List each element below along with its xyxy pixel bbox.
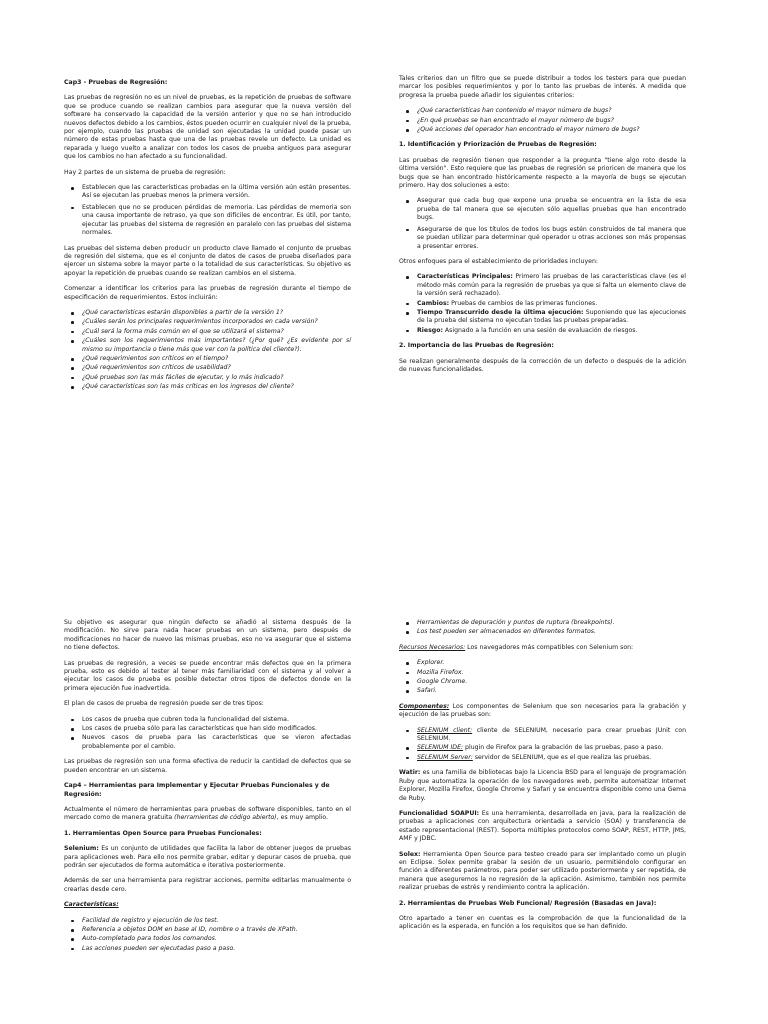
text-run: Los navegadores más compatibles con Selenium son:: [465, 643, 634, 651]
bullet-list: [64, 716, 351, 752]
text-run: Actualmente el número de herramientas para pruebas de software disponibles, tanto en el mercado como de manera gratuita: [64, 805, 351, 822]
list-item: Establecen que las características probadas en la última versión aún están presentes. Así se ejecutan las pruebas menos la primera versión.: [82, 184, 351, 200]
section-heading: 2. Herramientas de Pruebas Web Funcional/ Regresión (Basadas en Java):: [399, 899, 657, 907]
term-label: Selenium:: [64, 845, 99, 853]
term-label: Componentes:: [399, 702, 450, 710]
section-heading: 1. Herramientas Open Source para Pruebas Funcionales:: [64, 829, 262, 837]
list-item: Nuevos casos de prueba para las características que se vieron afectadas probablemente por el cambio.: [82, 734, 351, 750]
term-label: Watir:: [399, 769, 421, 777]
paragraph: [399, 810, 686, 844]
paragraph: [64, 806, 351, 823]
list-item: Las acciones pueden ser ejecutadas paso a paso.: [82, 945, 351, 953]
item-label: SELENIUM IDE:: [417, 744, 464, 752]
term-label: Funcionalidad SOAPUI:: [399, 809, 480, 817]
paragraph: Su objetivo es asegurar que ningún defecto se añadió al sistema después de la modificación. No sirve para nada hacer pruebas en un sistema, pero después de modificaciones no hacer de nuevo las mismas pruebas, eso no va asegurar que el sistema no tiene defectos.: [64, 619, 351, 652]
item-text: Suponiendo que las ejecuciones de la prueba del sistema no ejecutan todas las pruebas preparadas.: [417, 308, 687, 325]
list-item: ¿Qué características son las más críticas en los ingresos del cliente?: [82, 383, 351, 391]
text-run: Herramienta Open Source para testeo creado para ser implantado como un plugin en Eclipse. Solex permite grabar la sesión de un usuario, permitiéndolo configurar en función a diferentes parámetros, para poder ser utilizado posteriormente y ser repetida, de manera que aseguremos la no regresión de la aplicación. Asimismo, también nos permite realizar pruebas de estrés y rendimiento contra la aplicación.: [399, 850, 686, 892]
paragraph: Además de ser una herramienta para registrar acciones, permite editarlas manualmente o crearlas desde cero.: [64, 877, 351, 893]
list-item: ¿Cuál será la forma más común en el que se utilizará el sistema?: [82, 328, 351, 336]
list-item: ¿Qué requerimientos son críticos en el tiempo?: [82, 355, 351, 363]
browsers-list: [399, 659, 686, 696]
item-label: Tiempo Transcurrido desde la última ejecución:: [417, 308, 584, 316]
list-item: ¿Cuáles serán los principales requerimientos incorporados en cada versión?: [82, 318, 351, 326]
list-item: Asegurar que cada bug que expone una prueba se encuentra en la lista de esa prueba de tal manera que se ejecuten sólo aquellas pruebas que han encontrado bugs.: [417, 197, 686, 222]
components-list: [399, 727, 686, 763]
list-item: Referencia a objetos DOM en base al ID, nombre o a través de XPath.: [82, 926, 351, 934]
item-text: servidor de SELENIUM, que es el que realiza las pruebas.: [472, 753, 652, 761]
list-item: [417, 327, 686, 335]
text-run-italic: (herramientas de código abierto): [174, 814, 277, 822]
list-item: ¿En qué pruebas se han encontrado el mayor número de bugs?: [417, 117, 686, 125]
item-label: SELENIUM client:: [417, 726, 473, 734]
section-heading: 1. Identificación y Priorización de Pruebas de Regresión:: [399, 141, 597, 149]
item-text: Asignado a la función en una sesión de evaluación de riesgos.: [442, 326, 638, 334]
section-heading: 2. Importancia de las Pruebas de Regresión:: [399, 342, 554, 350]
list-item: ¿Qué características han contenido el mayor número de bugs?: [417, 107, 686, 115]
list-item: Herramientas de depuración y puntos de ruptura (breakpoints).: [417, 619, 686, 627]
item-label: Características Principales:: [417, 273, 513, 281]
item-label: Cambios:: [417, 299, 450, 307]
paragraph: Las pruebas de regresión son una forma efectiva de reducir la cantidad de defectos que se pueden encontrar en un sistema.: [64, 758, 351, 774]
item-text: Pruebas de cambios de las primeras funciones.: [449, 299, 598, 307]
chapter-3-title: Cap3 - Pruebas de Regresión:: [64, 79, 168, 86]
list-item: Auto-completado para todos los comandos.: [82, 935, 351, 943]
list-item: ¿Qué requerimientos son críticos de usabilidad?: [82, 364, 351, 372]
paragraph: [399, 851, 686, 893]
list-item: Explorer.: [417, 659, 686, 667]
top-left-column: [64, 79, 351, 399]
list-item: Asegurarse de que los títulos de todos los bugs estén construidos de tal manera que se puedan utilizar para determinar qué operador u otras acciones son más propensas a presentar errores.: [417, 225, 686, 250]
item-label: Riesgo:: [417, 326, 443, 334]
bottom-left-column: [64, 619, 351, 960]
list-item: ¿Qué pruebas son las más fáciles de ejecutar, y lo más indicado?: [82, 374, 351, 382]
item-text: Primero las pruebas de las características clave (es el método más común para la regresión de pruebas ya que si falta un elemento clave de la versión será rechazado).: [417, 273, 686, 298]
bullet-list: [399, 197, 686, 250]
item-text: cliente de SELENIUM, necesario para crear pruebas JUnit con SELENIUM.: [417, 726, 686, 743]
paragraph: Se realizan generalmente después de la corrección de un defecto o después de la adición de nuevas funcionalidades.: [399, 357, 686, 373]
paragraph: Comenzar a identificar los criterios para las pruebas de regresión durante el tiempo de especificación de requerimientos. Estos incluirán:: [64, 285, 351, 301]
top-right-column: [399, 75, 686, 381]
paragraph: [399, 703, 686, 720]
paragraph: Las pruebas del sistema deben producir un producto clave llamado el conjunto de pruebas de regresión del sistema, que es el conjunto de datos de casos de prueba diseñados para ejercer un sistema sobre la mayor parte o la totalidad de sus características. Su objetivo es apoyar la repetición de pruebas cuando se realizan cambios en el sistema.: [64, 244, 351, 277]
list-item: [417, 273, 686, 298]
item-label: SELENIUM Server:: [417, 753, 473, 761]
text-run: Es un conjunto de utilidades que facilita la labor de obtener juegos de pruebas para aplicaciones web. Para ello nos permite grabar, editar y depurar casos de prueba, que podrán ser ejecutados de forma automática e iterativa posteriormente.: [64, 845, 351, 869]
list-item: [417, 754, 686, 762]
paragraph: [64, 845, 351, 870]
list-item: ¿Qué características estarán disponibles a partir de la versión 1?: [82, 309, 351, 317]
text-run: es una familia de bibliotecas bajo la Licencia BSD para el lenguaje de programación Ruby que automatiza la operación de los navegadores web, permite automatizar Internet Explorer, Mozilla Firefox, Google Chrome y Safari y se encuentra disponible como una Gema de Ruby.: [399, 769, 686, 802]
term-label: Solex:: [399, 850, 421, 858]
text-run: , es muy amplio.: [276, 814, 329, 822]
list-item: Mozilla Firefox.: [417, 669, 686, 677]
list-item: Los test pueden ser almacenados en diferentes formatos.: [417, 628, 686, 636]
features-list-continued: [399, 619, 686, 637]
chapter-4-title: Cap4 – Herramientas para Implementar y Ejecutar Pruebas Funcionales y de Regresión:: [64, 782, 330, 798]
bullet-list: [64, 184, 351, 237]
paragraph: Hay 2 partes de un sistema de prueba de regresión:: [64, 168, 226, 176]
paragraph: [399, 769, 686, 803]
term-label: Recursos Necesarios:: [399, 643, 466, 651]
paragraph: Las pruebas de regresión tienen que responder a la pregunta "tiene algo roto desde la última versión". Esto requiere que las pruebas de regresión se prioricen de manera que los bugs que se han encontrado históricamente respecto a la mayoría de bugs se ejecutan primero. Hay dos soluciones a esto:: [399, 156, 686, 190]
list-item: Facilidad de registro y ejecución de los test.: [82, 917, 351, 925]
priority-list: [399, 273, 686, 335]
list-item: [417, 300, 686, 308]
subheading: Características:: [64, 901, 119, 909]
criteria-list: [64, 309, 351, 392]
paragraph: Las pruebas de regresión no es un nivel de pruebas, es la repetición de pruebas de software que se produce cuando se realizan cambios para asegurar que la nueva versión del software ha conservado la capacidad de la versión anterior y que no se han introducido nuevos defectos debido a los cambios, éstos pueden ocurrir en cualquier nivel de la prueba, por ejemplo, cuando las pruebas de unidad son ejecutadas la unidad puede pasar un número de estas pruebas hasta que una de las pruebas revele un defecto. La unidad es reparada y luego vuelto a analizar con todos los casos de prueba antiguos para asegurar que los cambios no han afectado a su funcionalidad.: [64, 94, 351, 161]
paragraph: El plan de casos de prueba de regresión puede ser de tres tipos:: [64, 700, 264, 708]
paragraph: Otro apartado a tener en cuentas es la comprobación de que la funcionalidad de la aplicación es la esperada, en función a los requisitos que se han definido.: [399, 914, 686, 931]
text-run: Es una herramienta, desarrollada en java, para la realización de pruebas a aplicaciones con arquitectura orientada a servicio (SOA) y transferencia de estado representacional (REST). Soporta múltiples protocolos como SOAP, REST, HTTP, JMS, AMF y JDBC.: [399, 809, 686, 843]
paragraph: Tales criterios dan un filtro que se puede distribuir a todos los testers para que puedan marcar los posibles requerimientos y por lo tanto las pruebas de interés. A medida que progresa la prueba puede añadir los siguientes criterios:: [399, 75, 686, 99]
criteria-list: [399, 107, 686, 134]
list-item: [417, 727, 686, 744]
list-item: [417, 309, 686, 326]
text-run: Los componentes de Selenium que son necesarios para la grabación y ejecución de las pruebas son:: [399, 702, 686, 719]
bottom-right-column: [399, 619, 686, 939]
list-item: Google Chrome.: [417, 678, 686, 686]
list-item: Establecen que no se producen pérdidas de memoria. Las pérdidas de memoria son una causa importante de retraso, ya que son difíciles de encontrar. Es útil, por tanto, ejecutar las pruebas del sistema de regresión en paralelo con las pruebas del sistema normales.: [82, 203, 351, 237]
list-item: Safari.: [417, 687, 686, 695]
list-item: Los casos de prueba sólo para las características que han sido modificados.: [82, 725, 351, 733]
paragraph: Otros enfoques para el establecimiento de prioridades incluyen:: [399, 257, 598, 265]
item-text: plugin de Firefox para la grabación de las pruebas, paso a paso.: [463, 744, 664, 752]
list-item: Los casos de prueba que cubren toda la funcionalidad del sistema.: [82, 716, 351, 724]
list-item: ¿Qué acciones del operador han encontrado el mayor número de bugs?: [417, 126, 686, 134]
list-item: [417, 744, 686, 752]
features-list: [64, 917, 351, 954]
paragraph: [399, 644, 686, 652]
list-item: ¿Cuáles son los requerimientos más importantes? (¿Por qué? ¿Es evidente por sí mismo su importancia o tiene más que ver con la política del cliente?).: [82, 337, 351, 353]
paragraph: Las pruebas de regresión, a veces se puede encontrar más defectos que en la primera prueba, esto es debido al tester al tener más familiaridad con el sistema y al volver a ejecutar los casos de prueba es posible detectar otros tipos de defectos donde en la primera ejecución fue inadvertida.: [64, 659, 351, 692]
